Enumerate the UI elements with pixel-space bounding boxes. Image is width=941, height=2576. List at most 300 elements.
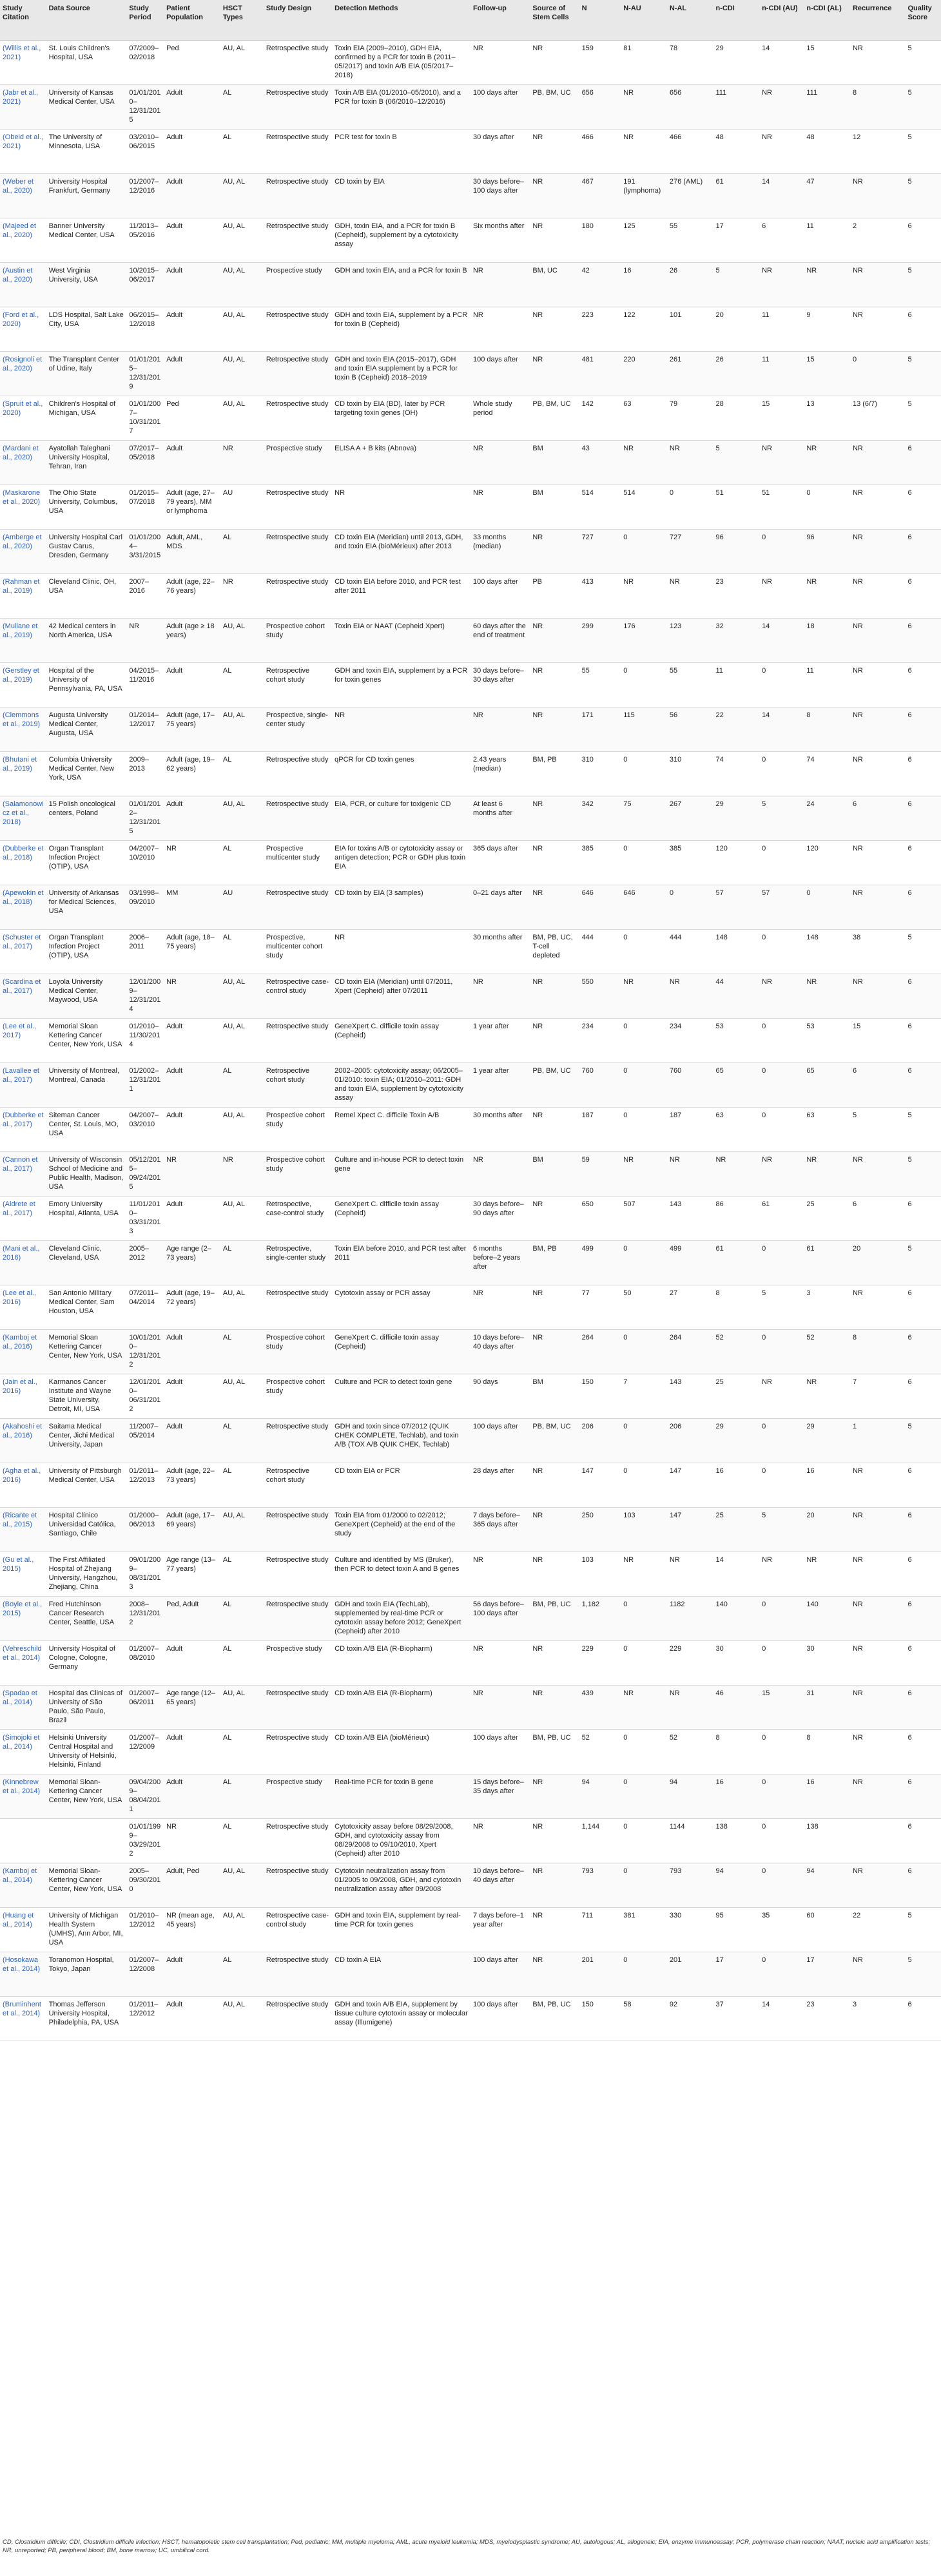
table-cell: Prospective, single-center study — [264, 707, 332, 751]
study-citation-link[interactable]: (Rosignoli et al., 2020) — [0, 351, 46, 396]
table-cell: 120 — [804, 840, 850, 885]
table-cell: 5 — [905, 1907, 941, 1952]
table-cell: Banner University Medical Center, USA — [46, 218, 127, 262]
table-cell: University Hospital Carl Gustav Carus, Dresden, Germany — [46, 529, 127, 573]
table-cell: 5 — [905, 1107, 941, 1151]
table-cell: AL — [220, 1774, 264, 1818]
table-cell: 6 — [905, 751, 941, 796]
table-cell: 10/2015–06/2017 — [126, 262, 164, 307]
table-cell: NR — [850, 1729, 905, 1774]
table-cell: AU, AL — [220, 173, 264, 218]
table-cell: 5 — [759, 796, 804, 840]
table-cell: 75 — [621, 796, 667, 840]
table-cell: 15 days before–35 days after — [471, 1774, 530, 1818]
table-cell: 514 — [621, 485, 667, 529]
study-citation-link[interactable]: (Kinnebrew et al., 2014) — [0, 1774, 46, 1818]
table-cell: NR — [530, 1774, 579, 1818]
table-cell: 74 — [804, 751, 850, 796]
table-cell: PB — [530, 573, 579, 618]
table-cell: 2005–09/30/2010 — [126, 1863, 164, 1907]
study-citation-link[interactable] — [0, 1818, 46, 1863]
table-cell: BM, UC — [530, 262, 579, 307]
table-cell: 16 — [713, 1774, 759, 1818]
table-cell: 142 — [579, 396, 621, 440]
table-cell: 100 days after — [471, 573, 530, 618]
table-cell: 1 year after — [471, 1018, 530, 1062]
table-cell: 77 — [579, 1285, 621, 1329]
table-cell: NR — [667, 440, 713, 485]
table-cell: 01/01/2007–10/31/2017 — [126, 396, 164, 440]
table-row — [0, 173, 941, 218]
table-cell: Adult — [164, 1640, 220, 1685]
table-cell: 514 — [579, 485, 621, 529]
study-citation-link[interactable]: (Clemmons et al., 2019) — [0, 707, 46, 751]
table-cell: Whole study period — [471, 396, 530, 440]
table-cell: Retrospective study — [264, 1996, 332, 2041]
table-cell: 81 — [621, 40, 667, 84]
table-cell: Columbia University Medical Center, New York, USA — [46, 751, 127, 796]
table-cell: 0 — [621, 1640, 667, 1685]
table-cell: NR — [621, 1151, 667, 1196]
table-cell: 29 — [713, 1418, 759, 1463]
table-cell: 3 — [850, 1996, 905, 2041]
table-cell: 01/01/1999–03/29/2012 — [126, 1818, 164, 1863]
study-citation-link[interactable]: (Simojoki et al., 2014) — [0, 1729, 46, 1774]
table-cell: 42 Medical centers in North America, USA — [46, 618, 127, 662]
table-cell: AU, AL — [220, 796, 264, 840]
table-cell: NR — [850, 440, 905, 485]
table-cell: 01/2014–12/2017 — [126, 707, 164, 751]
table-cell: 0 — [621, 1729, 667, 1774]
table-cell: 5 — [759, 1507, 804, 1552]
table-cell: BM, PB — [530, 751, 579, 796]
column-header: HSCT Types — [220, 0, 264, 40]
study-citation-link[interactable]: (Mullane et al., 2019) — [0, 618, 46, 662]
table-cell: The Ohio State University, Columbus, USA — [46, 485, 127, 529]
table-cell: 140 — [804, 1596, 850, 1640]
study-citation-link[interactable]: (Bhutani et al., 2019) — [0, 751, 46, 796]
table-cell: 6 — [905, 1685, 941, 1729]
table-row — [0, 262, 941, 307]
table-cell: 0 — [759, 1729, 804, 1774]
table-cell: NR — [530, 618, 579, 662]
table-cell: 413 — [579, 573, 621, 618]
table-cell: NR — [530, 1952, 579, 1996]
table-cell: NR — [759, 129, 804, 173]
table-cell: 147 — [667, 1507, 713, 1552]
table-cell: 15 — [804, 40, 850, 84]
study-citation-link[interactable]: (Jabr et al., 2021) — [0, 84, 46, 129]
table-cell: Adult — [164, 351, 220, 396]
table-cell: 8 — [850, 84, 905, 129]
table-cell: NR — [713, 1151, 759, 1196]
table-cell: 01/2011–12/2013 — [126, 1463, 164, 1507]
table-cell: Retrospective study — [264, 485, 332, 529]
table-cell: 5 — [905, 173, 941, 218]
table-cell: 100 days after — [471, 1952, 530, 1996]
column-header: Quality Score — [905, 0, 941, 40]
table-cell: CD toxin A/B EIA (bioMérieux) — [332, 1729, 471, 1774]
table-cell: Hospital Clínico Universidad Católica, Santiago, Chile — [46, 1507, 127, 1552]
table-cell: NR — [850, 1552, 905, 1596]
table-cell: PB, BM, UC — [530, 396, 579, 440]
table-cell: 5 — [905, 351, 941, 396]
table-cell: 16 — [804, 1774, 850, 1818]
table-cell: 0 — [621, 751, 667, 796]
table-cell: Adult, Ped — [164, 1863, 220, 1907]
table-cell: Adult — [164, 307, 220, 351]
table-cell: 01/01/2012–12/31/2015 — [126, 796, 164, 840]
table-cell: 201 — [667, 1952, 713, 1996]
table-cell: 0 — [759, 1640, 804, 1685]
table-cell: Retrospective, single-center study — [264, 1240, 332, 1285]
table-cell: NR — [759, 1552, 804, 1596]
table-cell: 115 — [621, 707, 667, 751]
table-cell: 0 — [759, 1418, 804, 1463]
table-row — [0, 1240, 941, 1285]
table-cell: 28 days after — [471, 1463, 530, 1507]
table-cell: GDH and toxin EIA, supplement by real-time PCR for toxin genes — [332, 1907, 471, 1952]
table-cell: 0 — [621, 1818, 667, 1863]
table-cell: 37 — [713, 1996, 759, 2041]
table-cell: 01/2002–12/31/2011 — [126, 1062, 164, 1107]
table-cell: 234 — [579, 1018, 621, 1062]
table-cell: 51 — [759, 485, 804, 529]
table-cell: 439 — [579, 1685, 621, 1729]
study-citation-link[interactable]: (Spadao et al., 2014) — [0, 1685, 46, 1729]
table-cell: Adult — [164, 218, 220, 262]
table-cell: BM — [530, 440, 579, 485]
table-cell: 171 — [579, 707, 621, 751]
table-cell: 01/01/2015–12/31/2019 — [126, 351, 164, 396]
study-citation-link[interactable]: (Kamboj et al., 2016) — [0, 1329, 46, 1374]
table-cell: 52 — [804, 1329, 850, 1374]
table-cell: NR — [850, 529, 905, 573]
study-citation-link[interactable]: (Willis et al., 2021) — [0, 40, 46, 84]
table-cell: Toxin EIA or NAAT (Cepheid Xpert) — [332, 618, 471, 662]
table-cell: 140 — [713, 1596, 759, 1640]
study-citation-link[interactable]: (Maskarone et al., 2020) — [0, 485, 46, 529]
table-cell: GDH and toxin EIA, supplement by a PCR for toxin genes — [332, 662, 471, 707]
table-cell: Retrospective study — [264, 1863, 332, 1907]
table-cell: 125 — [621, 218, 667, 262]
table-cell: Toxin EIA from 01/2000 to 02/2012; GeneXpert (Cepheid) at the end of the study — [332, 1507, 471, 1552]
table-cell: 727 — [667, 529, 713, 573]
study-citation-link[interactable]: (Huang et al., 2014) — [0, 1907, 46, 1952]
study-citation-link[interactable]: (Bruminhent et al., 2014) — [0, 1996, 46, 2041]
table-cell: 550 — [579, 974, 621, 1018]
table-cell: 53 — [804, 1018, 850, 1062]
table-cell: AU, AL — [220, 307, 264, 351]
table-body — [0, 40, 941, 2041]
study-citation-link[interactable]: (Dubberke et al., 2017) — [0, 1107, 46, 1151]
table-cell: 74 — [713, 751, 759, 796]
table-cell: 79 — [667, 396, 713, 440]
table-cell: 100 days after — [471, 351, 530, 396]
table-cell: 57 — [713, 885, 759, 929]
table-cell: 17 — [713, 218, 759, 262]
study-citation-link[interactable]: (Dubberke et al., 2018) — [0, 840, 46, 885]
table-cell: 47 — [804, 173, 850, 218]
table-cell: 229 — [667, 1640, 713, 1685]
column-header: Study Citation — [0, 0, 46, 40]
table-cell: 11/01/2010–03/31/2013 — [126, 1196, 164, 1240]
table-cell: NR — [530, 1507, 579, 1552]
table-row — [0, 529, 941, 573]
table-cell: 51 — [713, 485, 759, 529]
table-cell: 6 — [905, 1062, 941, 1107]
study-citation-link[interactable]: (Salamonowicz et al., 2018) — [0, 796, 46, 840]
table-cell: 0 — [621, 1774, 667, 1818]
table-cell: BM, PB, UC — [530, 1729, 579, 1774]
table-cell: 56 days before–100 days after — [471, 1596, 530, 1640]
column-header: Follow-up — [471, 0, 530, 40]
table-cell: 28 — [713, 396, 759, 440]
table-cell: 94 — [713, 1863, 759, 1907]
table-row — [0, 1018, 941, 1062]
table-cell: 42 — [579, 262, 621, 307]
table-cell: Memorial Sloan-Kettering Cancer Center, New York, USA — [46, 1774, 127, 1818]
table-cell: Retrospective study — [264, 1418, 332, 1463]
table-cell: 3 — [804, 1285, 850, 1329]
table-cell: 9 — [804, 307, 850, 351]
table-cell: NR — [471, 1552, 530, 1596]
table-cell: NR — [530, 707, 579, 751]
study-citation-link[interactable]: (Ricante et al., 2015) — [0, 1507, 46, 1552]
table-cell: 01/2007–12/2008 — [126, 1952, 164, 1996]
table-cell: 8 — [713, 1285, 759, 1329]
study-citation-link[interactable]: (Ford et al., 2020) — [0, 307, 46, 351]
table-cell: 760 — [579, 1062, 621, 1107]
table-cell: NR — [850, 751, 905, 796]
table-row — [0, 396, 941, 440]
table-cell: University of Montreal, Montreal, Canada — [46, 1062, 127, 1107]
table-cell: 01/2010–11/30/2014 — [126, 1018, 164, 1062]
table-cell: GDH and toxin A/B EIA, supplement by tissue culture cytotoxin assay or molecular assay (Illumigene) — [332, 1996, 471, 2041]
table-row — [0, 1507, 941, 1552]
table-cell: GDH and toxin EIA, supplement by a PCR for toxin B (Cepheid) — [332, 307, 471, 351]
study-citation-link[interactable]: (Gerstley et al., 2019) — [0, 662, 46, 707]
table-row — [0, 129, 941, 173]
study-citation-link[interactable]: (Mani et al., 2016) — [0, 1240, 46, 1285]
table-cell: 1 — [850, 1418, 905, 1463]
table-cell: NR — [759, 440, 804, 485]
table-cell: Retrospective cohort study — [264, 1463, 332, 1507]
study-citation-link[interactable]: (Aldrete et al., 2017) — [0, 1196, 46, 1240]
table-cell: 52 — [667, 1729, 713, 1774]
study-citation-link[interactable]: (Spruit et al., 2020) — [0, 396, 46, 440]
table-cell: Adult, AML, MDS — [164, 529, 220, 573]
study-citation-link[interactable]: (Mardani et al., 2020) — [0, 440, 46, 485]
table-cell: 0 — [759, 751, 804, 796]
study-citation-link[interactable]: (Schuster et al., 2017) — [0, 929, 46, 974]
study-citation-link[interactable]: (Kamboj et al., 2014) — [0, 1863, 46, 1907]
table-cell: Karmanos Cancer Institute and Wayne State University, Detroit, MI, USA — [46, 1374, 127, 1418]
table-cell: qPCR for CD toxin genes — [332, 751, 471, 796]
table-cell: AU, AL — [220, 707, 264, 751]
table-cell: 267 — [667, 796, 713, 840]
table-cell: 0–21 days after — [471, 885, 530, 929]
table-cell: 5 — [713, 440, 759, 485]
study-citation-link[interactable]: (Cannon et al., 2017) — [0, 1151, 46, 1196]
table-cell: NR — [530, 885, 579, 929]
table-cell: NR — [850, 1952, 905, 1996]
table-row — [0, 885, 941, 929]
table-row — [0, 1285, 941, 1329]
table-cell: 09/04/2009–08/04/2011 — [126, 1774, 164, 1818]
table-cell: Adult — [164, 173, 220, 218]
study-citation-link[interactable]: (Boyle et al., 2015) — [0, 1596, 46, 1640]
table-cell: 103 — [579, 1552, 621, 1596]
table-cell: Adult — [164, 662, 220, 707]
table-row — [0, 40, 941, 84]
table-cell: AL — [220, 1418, 264, 1463]
table-cell: 147 — [579, 1463, 621, 1507]
study-citation-link[interactable]: (Vehreschild et al., 2014) — [0, 1640, 46, 1685]
table-cell: NR — [850, 1463, 905, 1507]
table-cell: BM, PB, UC, T-cell depleted — [530, 929, 579, 974]
table-cell: 94 — [804, 1863, 850, 1907]
column-header: Data Source — [46, 0, 127, 40]
table-cell: Retrospective study — [264, 1685, 332, 1729]
table-row — [0, 1552, 941, 1596]
table-cell: 01/2007–12/2009 — [126, 1729, 164, 1774]
table-cell: 96 — [804, 529, 850, 573]
table-cell: 12 — [850, 129, 905, 173]
table-cell: 0 — [621, 529, 667, 573]
table-cell: Culture and in-house PCR to detect toxin gene — [332, 1151, 471, 1196]
table-cell: CD toxin A EIA — [332, 1952, 471, 1996]
table-cell: NR — [471, 307, 530, 351]
table-row — [0, 618, 941, 662]
table-cell: Adult (age, 19–62 years) — [164, 751, 220, 796]
table-cell: 6 months before–2 years after — [471, 1240, 530, 1285]
table-cell: 206 — [579, 1418, 621, 1463]
table-cell: 11/2007–05/2014 — [126, 1418, 164, 1463]
table-cell: 0 — [667, 485, 713, 529]
study-citation-link[interactable]: (Rahman et al., 2019) — [0, 573, 46, 618]
study-citation-link[interactable]: (Austin et al., 2020) — [0, 262, 46, 307]
table-cell: 342 — [579, 796, 621, 840]
study-citation-link[interactable]: (Apewokin et al., 2018) — [0, 885, 46, 929]
table-cell: 55 — [667, 662, 713, 707]
table-cell: Prospective cohort study — [264, 1374, 332, 1418]
study-citation-link[interactable]: (Hosokawa et al., 2014) — [0, 1952, 46, 1996]
table-cell: 5 — [905, 396, 941, 440]
table-cell: 63 — [804, 1107, 850, 1151]
table-cell: 65 — [804, 1062, 850, 1107]
table-cell: 385 — [579, 840, 621, 885]
table-cell: NR — [126, 618, 164, 662]
table-cell: 5 — [905, 1952, 941, 1996]
table-cell: EIA, PCR, or culture for toxigenic CD — [332, 796, 471, 840]
study-citation-link[interactable]: (Scardina et al., 2017) — [0, 974, 46, 1018]
table-cell: NR — [804, 440, 850, 485]
table-cell: AL — [220, 1596, 264, 1640]
table-cell: 6 — [905, 440, 941, 485]
table-cell: 250 — [579, 1507, 621, 1552]
study-citation-link[interactable]: (Obeid et al., 2021) — [0, 129, 46, 173]
table-cell: AL — [220, 1062, 264, 1107]
table-cell: 466 — [667, 129, 713, 173]
study-citation-link[interactable]: (Gu et al., 2015) — [0, 1552, 46, 1596]
table-cell: CD toxin EIA before 2010, and PCR test after 2011 — [332, 573, 471, 618]
table-cell: Adult — [164, 1774, 220, 1818]
table-cell: Cytotoxin assay or PCR assay — [332, 1285, 471, 1329]
table-cell: NR — [850, 1285, 905, 1329]
table-cell: NR — [164, 1818, 220, 1863]
table-cell: 0 — [759, 1329, 804, 1374]
table-cell: 0 — [759, 840, 804, 885]
table-cell: NR — [220, 440, 264, 485]
table-cell: 6 — [905, 573, 941, 618]
table-cell: GDH and toxin EIA, and a PCR for toxin B — [332, 262, 471, 307]
study-citation-link[interactable]: (Akahoshi et al., 2016) — [0, 1418, 46, 1463]
table-cell: University Hospital of Cologne, Cologne, Germany — [46, 1640, 127, 1685]
table-cell: BM — [530, 1151, 579, 1196]
table-cell: NR — [621, 440, 667, 485]
study-citation-link[interactable]: (Lee et al., 2016) — [0, 1285, 46, 1329]
table-cell: 103 — [621, 1507, 667, 1552]
table-cell: 14 — [713, 1552, 759, 1596]
table-cell: BM, PB, UC — [530, 1996, 579, 2041]
table-cell: University of Wisconsin School of Medicine and Public Health, Madison, USA — [46, 1151, 127, 1196]
table-cell: 0 — [759, 662, 804, 707]
table-cell: 6 — [905, 1018, 941, 1062]
table-cell: Emory University Hospital, Atlanta, USA — [46, 1196, 127, 1240]
table-row — [0, 1640, 941, 1685]
table-cell: 5 — [905, 1151, 941, 1196]
table-cell: 148 — [804, 929, 850, 974]
table-cell: AU, AL — [220, 1685, 264, 1729]
table-cell: 5 — [905, 129, 941, 173]
table-cell: Prospective cohort study — [264, 1329, 332, 1374]
table-cell: 6 — [759, 218, 804, 262]
table-cell: 499 — [667, 1240, 713, 1285]
table-cell: Retrospective study — [264, 351, 332, 396]
study-citation-link[interactable]: (Majeed et al., 2020) — [0, 218, 46, 262]
table-cell: 10 days before–40 days after — [471, 1863, 530, 1907]
table-cell: 59 — [579, 1151, 621, 1196]
study-citation-link[interactable]: (Agha et al., 2016) — [0, 1463, 46, 1507]
table-cell: 15 Polish oncological centers, Poland — [46, 796, 127, 840]
table-cell: 11 — [713, 662, 759, 707]
table-cell: NR — [850, 40, 905, 84]
table-cell: 264 — [579, 1329, 621, 1374]
table-cell: AL — [220, 751, 264, 796]
table-cell: 264 — [667, 1329, 713, 1374]
table-cell: 6 — [905, 485, 941, 529]
table-cell: 78 — [667, 40, 713, 84]
table-cell: 20 — [804, 1507, 850, 1552]
study-citation-link[interactable]: (Amberge et al., 2020) — [0, 529, 46, 573]
table-cell: LDS Hospital, Salt Lake City, USA — [46, 307, 127, 351]
table-cell: 159 — [579, 40, 621, 84]
table-cell: NR — [471, 262, 530, 307]
table-cell: 2007–2016 — [126, 573, 164, 618]
table-cell: NR — [220, 1151, 264, 1196]
study-citation-link[interactable]: (Jain et al., 2016) — [0, 1374, 46, 1418]
table-cell: Cleveland Clinic, Cleveland, USA — [46, 1240, 127, 1285]
table-cell: 30 days after — [471, 129, 530, 173]
study-citation-link[interactable]: (Weber et al., 2020) — [0, 173, 46, 218]
table-cell: BM — [530, 1374, 579, 1418]
table-cell: Adult — [164, 84, 220, 129]
study-citation-link[interactable]: (Lee et al., 2017) — [0, 1018, 46, 1062]
table-cell: NR — [530, 1863, 579, 1907]
study-citation-link[interactable]: (Lavallee et al., 2017) — [0, 1062, 46, 1107]
table-cell: CD toxin A/B EIA (R-Biopharm) — [332, 1685, 471, 1729]
